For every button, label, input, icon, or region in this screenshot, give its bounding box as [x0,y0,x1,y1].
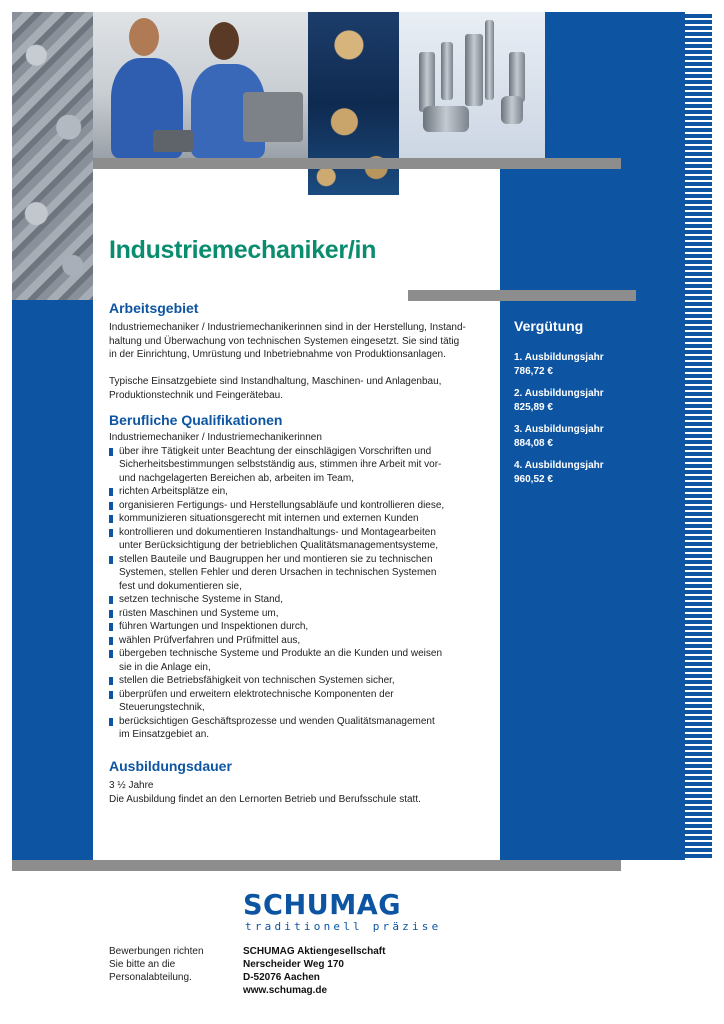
qualification-item [109,499,479,513]
qualification-item [109,715,479,742]
qualification-line: Sicherheitsbestimmungen selbstständig aus, stimmen ihre Arbeit mit vor- [119,459,442,470]
qualification-item [109,607,479,621]
year-amount: 884,08 € [514,438,553,449]
metal-part [485,20,494,100]
qualification-item [109,620,479,634]
qualification-line: rüsten Maschinen und Systeme um, [119,607,279,619]
year-amount: 960,52 € [514,474,553,485]
qualification-line: richten Arbeitsplätze ein, [119,486,228,497]
worker-head [209,22,239,60]
address-line: SCHUMAG Aktiengesellschaft [243,946,386,957]
text-line: Personalabteilung. [109,972,192,983]
schumag-logo: SCHUMAG [243,888,402,921]
qualification-line: Systemen, stellen Fehler und deren Ursachen in technischen Systemen [119,567,437,578]
logo-tagline: traditionell präzise [245,920,442,933]
year-label: 2. Ausbildungsjahr [514,388,604,399]
precision-parts-photo [399,12,545,158]
address-line: D-52076 Aachen [243,972,320,983]
qualification-item [109,647,479,674]
metal-part [423,106,469,132]
blue-left-strip [12,300,93,860]
ruler-stripes [685,12,712,860]
arbeitsgebiet-heading: Arbeitsgebiet [109,300,199,316]
application-note [109,945,229,984]
qualification-item [109,688,479,715]
metal-part [509,52,525,102]
qualification-line: und nachgelagerten Bereichen ab, arbeiten im Team, [119,472,354,484]
company-address [243,945,443,984]
qualification-line: kontrollieren und dokumentieren Instandhaltungs- und Montagearbeiten [119,526,436,538]
qualification-line: überprüfen und erweitern elektrotechnische Komponenten der [119,688,394,700]
metal-part [419,52,435,112]
divider-bar [12,860,621,871]
verguetung-item [514,351,674,379]
text-line: Bewerbungen richten [109,946,204,957]
qualification-item [109,593,479,607]
qualification-line: stellen die Betriebsfähigkeit von technischen Systemen sicher, [119,675,395,686]
arbeitsgebiet-text [109,321,479,402]
qualification-item [109,485,479,499]
qualification-line: übergeben technische Systeme und Produkte an die Kunden und weisen [119,648,443,659]
qualification-line: berücksichtigen Geschäftsprozesse und wenden Qualitätsmanagement [119,715,435,727]
machine-device [153,130,193,152]
qualification-item [109,553,479,594]
year-label: 3. Ausbildungsjahr [514,424,604,435]
metal-part [501,96,523,124]
verguetung-item [514,459,674,487]
qualifikationen-list [109,431,479,742]
divider-bar [408,290,636,301]
verguetung-heading: Vergütung [514,318,584,334]
verguetung-list [514,351,674,495]
website-link[interactable]: www.schumag.de [243,985,328,996]
text-line: Produktionstechnik und Feingerätebau. [109,389,284,401]
year-amount: 825,89 € [514,402,553,413]
text-line: Industriemechaniker / Industriemechanikerinnen sind in der Herstellung, Instand- [109,322,466,333]
text-line: in der Einrichtung, Umrüstung und Inbetriebnahme von Produktionsanlagen. [109,349,446,360]
qualification-item [109,674,479,688]
ausbildungsdauer-heading: Ausbildungsdauer [109,758,232,774]
worker-head [129,18,159,56]
qualification-line: wählen Prüfverfahren und Prüfmittel aus, [119,634,301,646]
qualification-line: unter Berücksichtigung der betrieblichen Qualitätsmanagementsysteme, [119,540,439,551]
metal-part [465,34,483,106]
divider-bar [93,158,621,169]
qualifikationen-intro: Industriemechaniker / Industriemechanikerinnen [109,432,322,443]
qualification-line: im Einsatzgebiet an. [119,729,210,740]
qualification-item [109,526,479,553]
qualification-line: sie in die Anlage ein, [119,661,211,673]
qualification-line: stellen Bauteile und Baugruppen her und montieren sie zu technischen [119,553,433,565]
year-label: 4. Ausbildungsjahr [514,460,604,471]
duration: 3 ½ Jahre [109,780,154,791]
qualification-line: führen Wartungen und Inspektionen durch, [119,621,309,632]
verguetung-item [514,387,674,415]
apprentices-photo [93,12,308,158]
text-line: Typische Einsatzgebiete sind Instandhaltung, Maschinen- und Anlagenbau, [109,376,442,387]
qualification-line: kommunizieren situationsgerecht mit internen und externen Kunden [119,513,419,524]
year-amount: 786,72 € [514,366,553,377]
qualification-line: setzen technische Systeme in Stand, [119,594,283,605]
page-title: Industriemechaniker/in [109,236,377,264]
qualification-line: über ihre Tätigkeit unter Beachtung der einschlägigen Vorschriften und [119,445,432,457]
qualification-item [109,634,479,648]
duration-note: Die Ausbildung findet an den Lernorten Betrieb und Berufsschule statt. [109,793,421,805]
year-label: 1. Ausbildungsjahr [514,352,604,363]
qualification-item [109,512,479,526]
qualification-line: Steuerungstechnik, [119,702,205,713]
text-line: haltung und Überwachung von technischen Systemen eingesetzt. Sie sind tätig [109,335,460,347]
machine-device [243,92,303,142]
metal-part [441,42,453,100]
verguetung-item [514,423,674,451]
qualifikationen-heading: Berufliche Qualifikationen [109,412,283,428]
ausbildungsdauer-text [109,779,479,806]
machine-parts-photo [12,12,93,300]
qualification-line: organisieren Fertigungs- und Herstellungsabläufe und kontrollieren diese, [119,499,445,511]
address-line: Nerscheider Weg 170 [243,959,344,970]
qualification-line: fest und dokumentieren sie, [119,580,242,592]
text-line: Sie bitte an die [109,959,176,970]
qualification-item [109,445,479,486]
